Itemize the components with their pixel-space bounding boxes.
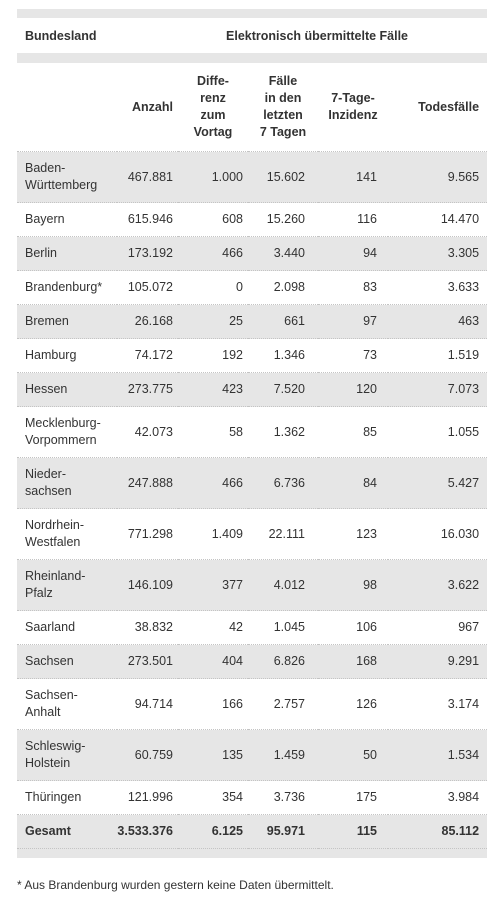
total-differenz: 6.125 bbox=[178, 815, 248, 849]
differenz-cell: 25 bbox=[178, 305, 248, 339]
inzidenz-cell: 97 bbox=[318, 305, 388, 339]
state-name-cell: Bayern bbox=[17, 203, 117, 237]
todesfaelle-cell: 1.534 bbox=[388, 730, 487, 781]
anzahl-cell: 273.775 bbox=[117, 373, 178, 407]
todesfaelle-cell: 5.427 bbox=[388, 458, 487, 509]
state-name-cell: Hessen bbox=[17, 373, 117, 407]
state-name-cell: Rheinland- Pfalz bbox=[17, 560, 117, 611]
column-group-title: Elektronisch übermittelte Fälle bbox=[226, 28, 409, 43]
column-header-bundesland: Bundesland bbox=[25, 28, 97, 43]
table-row bbox=[17, 271, 487, 305]
table-row bbox=[17, 373, 487, 407]
inzidenz-cell: 168 bbox=[318, 645, 388, 679]
total-row bbox=[17, 815, 487, 849]
header-separator bbox=[17, 53, 487, 63]
differenz-cell: 608 bbox=[178, 203, 248, 237]
table-bottom-band bbox=[17, 849, 487, 859]
table-row bbox=[17, 781, 487, 815]
table-row bbox=[17, 152, 487, 203]
differenz-cell: 58 bbox=[178, 407, 248, 458]
table-row bbox=[17, 305, 487, 339]
differenz-cell: 354 bbox=[178, 781, 248, 815]
anzahl-cell: 38.832 bbox=[117, 611, 178, 645]
state-name-cell: Brandenburg* bbox=[17, 271, 117, 305]
table-row bbox=[17, 645, 487, 679]
table-body bbox=[17, 152, 487, 859]
anzahl-cell: 26.168 bbox=[117, 305, 178, 339]
inzidenz-cell: 141 bbox=[318, 152, 388, 203]
differenz-cell: 1.409 bbox=[178, 509, 248, 560]
column-header-todesfaelle: Todesfälle bbox=[418, 99, 480, 114]
inzidenz-cell: 116 bbox=[318, 203, 388, 237]
anzahl-cell: 467.881 bbox=[117, 152, 178, 203]
state-name-cell: Sachsen bbox=[17, 645, 117, 679]
todesfaelle-cell: 3.174 bbox=[388, 679, 487, 730]
faelle-7-tage-cell: 1.045 bbox=[248, 611, 318, 645]
todesfaelle-cell: 967 bbox=[388, 611, 487, 645]
anzahl-cell: 94.714 bbox=[117, 679, 178, 730]
anzahl-cell: 247.888 bbox=[117, 458, 178, 509]
differenz-cell: 377 bbox=[178, 560, 248, 611]
todesfaelle-cell: 9.565 bbox=[388, 152, 487, 203]
state-name-cell: Sachsen- Anhalt bbox=[17, 679, 117, 730]
inzidenz-cell: 120 bbox=[318, 373, 388, 407]
column-header-inzidenz: 7-Tage- Inzidenz bbox=[328, 91, 378, 122]
faelle-7-tage-cell: 661 bbox=[248, 305, 318, 339]
differenz-cell: 192 bbox=[178, 339, 248, 373]
faelle-7-tage-cell: 2.757 bbox=[248, 679, 318, 730]
total-faelle-7-tage: 95.971 bbox=[248, 815, 318, 849]
column-header-differenz: Diffe- renz zum Vortag bbox=[193, 74, 233, 139]
faelle-7-tage-cell: 1.362 bbox=[248, 407, 318, 458]
inzidenz-cell: 85 bbox=[318, 407, 388, 458]
todesfaelle-cell: 14.470 bbox=[388, 203, 487, 237]
covid-cases-table bbox=[17, 18, 487, 858]
inzidenz-cell: 126 bbox=[318, 679, 388, 730]
todesfaelle-cell: 3.984 bbox=[388, 781, 487, 815]
todesfaelle-cell: 7.073 bbox=[388, 373, 487, 407]
faelle-7-tage-cell: 3.736 bbox=[248, 781, 318, 815]
faelle-7-tage-cell: 3.440 bbox=[248, 237, 318, 271]
header-row-group bbox=[17, 18, 487, 53]
inzidenz-cell: 73 bbox=[318, 339, 388, 373]
anzahl-cell: 105.072 bbox=[117, 271, 178, 305]
total-todesfaelle: 85.112 bbox=[388, 815, 487, 849]
faelle-7-tage-cell: 2.098 bbox=[248, 271, 318, 305]
anzahl-cell: 771.298 bbox=[117, 509, 178, 560]
todesfaelle-cell: 16.030 bbox=[388, 509, 487, 560]
todesfaelle-cell: 463 bbox=[388, 305, 487, 339]
table-row bbox=[17, 203, 487, 237]
total-label: Gesamt bbox=[17, 815, 117, 849]
todesfaelle-cell: 3.633 bbox=[388, 271, 487, 305]
state-name-cell: Hamburg bbox=[17, 339, 117, 373]
state-name-cell: Berlin bbox=[17, 237, 117, 271]
anzahl-cell: 42.073 bbox=[117, 407, 178, 458]
footnote: * Aus Brandenburg wurden gestern keine Daten übermittelt. bbox=[17, 878, 334, 892]
table-top-band bbox=[17, 9, 487, 18]
state-name-cell: Thüringen bbox=[17, 781, 117, 815]
column-header-anzahl: Anzahl bbox=[132, 99, 173, 114]
table-row bbox=[17, 560, 487, 611]
differenz-cell: 1.000 bbox=[178, 152, 248, 203]
todesfaelle-cell: 1.519 bbox=[388, 339, 487, 373]
todesfaelle-cell: 3.622 bbox=[388, 560, 487, 611]
state-name-cell: Mecklenburg- Vorpommern bbox=[17, 407, 117, 458]
faelle-7-tage-cell: 6.826 bbox=[248, 645, 318, 679]
table-row bbox=[17, 407, 487, 458]
anzahl-cell: 615.946 bbox=[117, 203, 178, 237]
table-row bbox=[17, 237, 487, 271]
header-row-columns bbox=[17, 63, 487, 152]
faelle-7-tage-cell: 1.459 bbox=[248, 730, 318, 781]
total-inzidenz: 115 bbox=[318, 815, 388, 849]
differenz-cell: 42 bbox=[178, 611, 248, 645]
inzidenz-cell: 94 bbox=[318, 237, 388, 271]
differenz-cell: 135 bbox=[178, 730, 248, 781]
table-row bbox=[17, 679, 487, 730]
differenz-cell: 404 bbox=[178, 645, 248, 679]
differenz-cell: 423 bbox=[178, 373, 248, 407]
todesfaelle-cell: 3.305 bbox=[388, 237, 487, 271]
state-name-cell: Bremen bbox=[17, 305, 117, 339]
state-name-cell: Nieder- sachsen bbox=[17, 458, 117, 509]
faelle-7-tage-cell: 4.012 bbox=[248, 560, 318, 611]
todesfaelle-cell: 9.291 bbox=[388, 645, 487, 679]
state-name-cell: Schleswig- Holstein bbox=[17, 730, 117, 781]
state-name-cell: Nordrhein- Westfalen bbox=[17, 509, 117, 560]
todesfaelle-cell: 1.055 bbox=[388, 407, 487, 458]
table-row bbox=[17, 611, 487, 645]
inzidenz-cell: 84 bbox=[318, 458, 388, 509]
column-header-faelle-7-tage: Fälle in den letzten 7 Tagen bbox=[259, 74, 307, 139]
anzahl-cell: 273.501 bbox=[117, 645, 178, 679]
state-name-cell: Saarland bbox=[17, 611, 117, 645]
faelle-7-tage-cell: 22.111 bbox=[248, 509, 318, 560]
anzahl-cell: 121.996 bbox=[117, 781, 178, 815]
inzidenz-cell: 175 bbox=[318, 781, 388, 815]
faelle-7-tage-cell: 15.260 bbox=[248, 203, 318, 237]
table-row bbox=[17, 339, 487, 373]
differenz-cell: 466 bbox=[178, 237, 248, 271]
table-row bbox=[17, 509, 487, 560]
inzidenz-cell: 123 bbox=[318, 509, 388, 560]
differenz-cell: 0 bbox=[178, 271, 248, 305]
faelle-7-tage-cell: 6.736 bbox=[248, 458, 318, 509]
anzahl-cell: 146.109 bbox=[117, 560, 178, 611]
faelle-7-tage-cell: 7.520 bbox=[248, 373, 318, 407]
state-name-cell: Baden- Württemberg bbox=[17, 152, 117, 203]
anzahl-cell: 74.172 bbox=[117, 339, 178, 373]
faelle-7-tage-cell: 15.602 bbox=[248, 152, 318, 203]
table-row bbox=[17, 458, 487, 509]
differenz-cell: 466 bbox=[178, 458, 248, 509]
faelle-7-tage-cell: 1.346 bbox=[248, 339, 318, 373]
total-anzahl: 3.533.376 bbox=[117, 815, 178, 849]
anzahl-cell: 173.192 bbox=[117, 237, 178, 271]
inzidenz-cell: 50 bbox=[318, 730, 388, 781]
table-row bbox=[17, 730, 487, 781]
inzidenz-cell: 83 bbox=[318, 271, 388, 305]
differenz-cell: 166 bbox=[178, 679, 248, 730]
anzahl-cell: 60.759 bbox=[117, 730, 178, 781]
inzidenz-cell: 98 bbox=[318, 560, 388, 611]
inzidenz-cell: 106 bbox=[318, 611, 388, 645]
